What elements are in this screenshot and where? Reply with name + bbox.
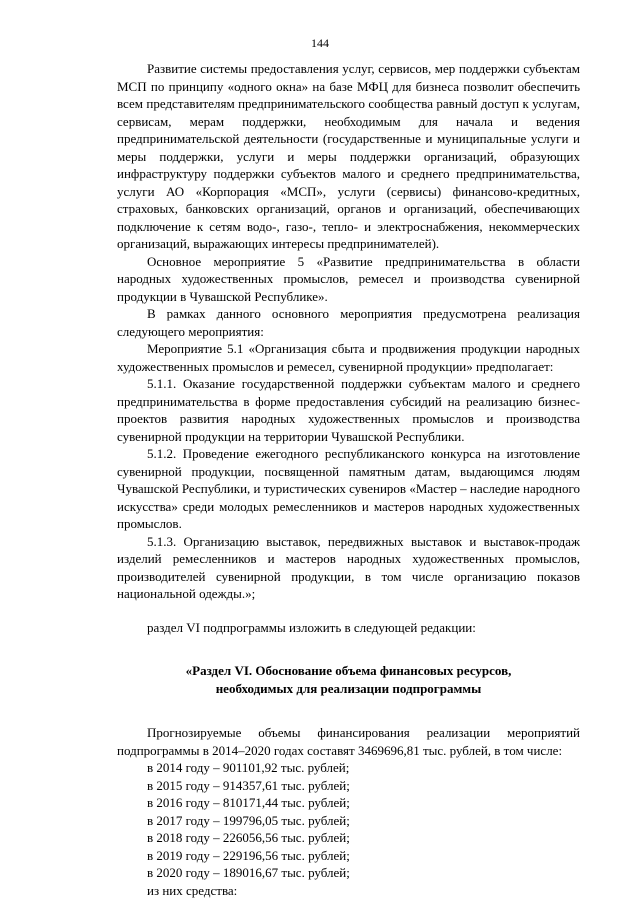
funding-tail: из них средства: (147, 882, 238, 898)
section-heading-line-1: «Раздел VI. Обоснование объема финансовых ресурсов, (185, 663, 512, 678)
funding-year-2020: в 2020 году – 189016,67 тыс. рублей; (147, 865, 350, 880)
section-heading (117, 662, 580, 698)
paragraph-msp-one-window: Развитие системы предоставления услуг, сервисов, мер поддержки субъектам МСП по принципу «одного окна» на базе МФЦ для бизнеса позволит обеспечить всем представителям предпринимательского сообщества равный доступ к услугам, сервисам, мерам поддержки, необходимым для начала и ведения предпринимательской деятельности (государственные и муниципальные услуги и меры поддержки, услуги и меры поддержки организаций, образующих инфраструктуру поддержки субъектов малого и среднего предпринимательства, услуги АО «Корпорация «МСП», услуги (сервисы) финансово-кредитных, страховых, банковских организаций, органов и организаций, обеспечивающих подключение к сетям водо-, газо-, тепло- и электроснабжения, некоммерческих организаций, выражающих интересы предпринимателей). (117, 61, 580, 251)
paragraph-measure-5-1: Мероприятие 5.1 «Организация сбыта и продвижения продукции народных художественных промыслов и ремесел, сувенирной продукции» предполагает: (117, 341, 580, 374)
paragraph-5-1-3: 5.1.3. Организацию выставок, передвижных выставок и выставок-продаж изделий ремесленников и мастеров народных художественных промыслов, производителей сувенирной продукции, в том числе организацию показов национальной одежды.»; (117, 533, 580, 601)
document-body (117, 60, 580, 899)
paragraph-measure-scope: В рамках данного основного мероприятия предусмотрена реализация следующего мероприятия: (117, 306, 580, 339)
page-number: 144 (311, 36, 329, 50)
funding-year-2017: в 2017 году – 199796,05 тыс. рублей; (147, 812, 350, 828)
section-heading-line-2: необходимых для реализации подпрограммы (215, 681, 482, 696)
paragraph-5-1-1: 5.1.1. Оказание государственной поддержки субъектам малого и среднего предпринимательства в форме предоставления субсидий на реализацию бизнес-проектов развития народных художественных промыслов и производства сувенирной продукции на территории Чувашской Республики. (117, 376, 580, 444)
funding-year-2014: в 2014 году – 901101,92 тыс. рублей; (147, 760, 350, 775)
funding-year-2018: в 2018 году – 226056,56 тыс. рублей; (147, 830, 350, 845)
funding-year-2019: в 2019 году – 229196,56 тыс. рублей; (147, 847, 350, 863)
paragraph-main-measure-5: Основное мероприятие 5 «Развитие предпринимательства в области народных художественных промыслов, ремесел и производства сувенирной продукции в Чувашской Республике». (117, 253, 580, 304)
paragraph-5-1-2: 5.1.2. Проведение ежегодного республиканского конкурса на изготовление сувенирной продукции, посвященной памятным датам, выдающимся людям Чувашской Республики, и туристических сувениров «Мастер – наследие народного искусства» среди молодых ремесленников и мастеров народных художественных промыслов. (117, 446, 580, 531)
funding-intro: Прогнозируемые объемы финансирования реализации мероприятий подпрограммы в 2014–2020 годах составят 3469696,81 тыс. рублей, в том числе: (117, 725, 580, 758)
funding-year-2016: в 2016 году – 810171,44 тыс. рублей; (147, 795, 350, 810)
funding-year-2015: в 2015 году – 914357,61 тыс. рублей; (147, 777, 350, 793)
instruction-line: раздел VI подпрограммы изложить в следующей редакции: (147, 619, 476, 635)
